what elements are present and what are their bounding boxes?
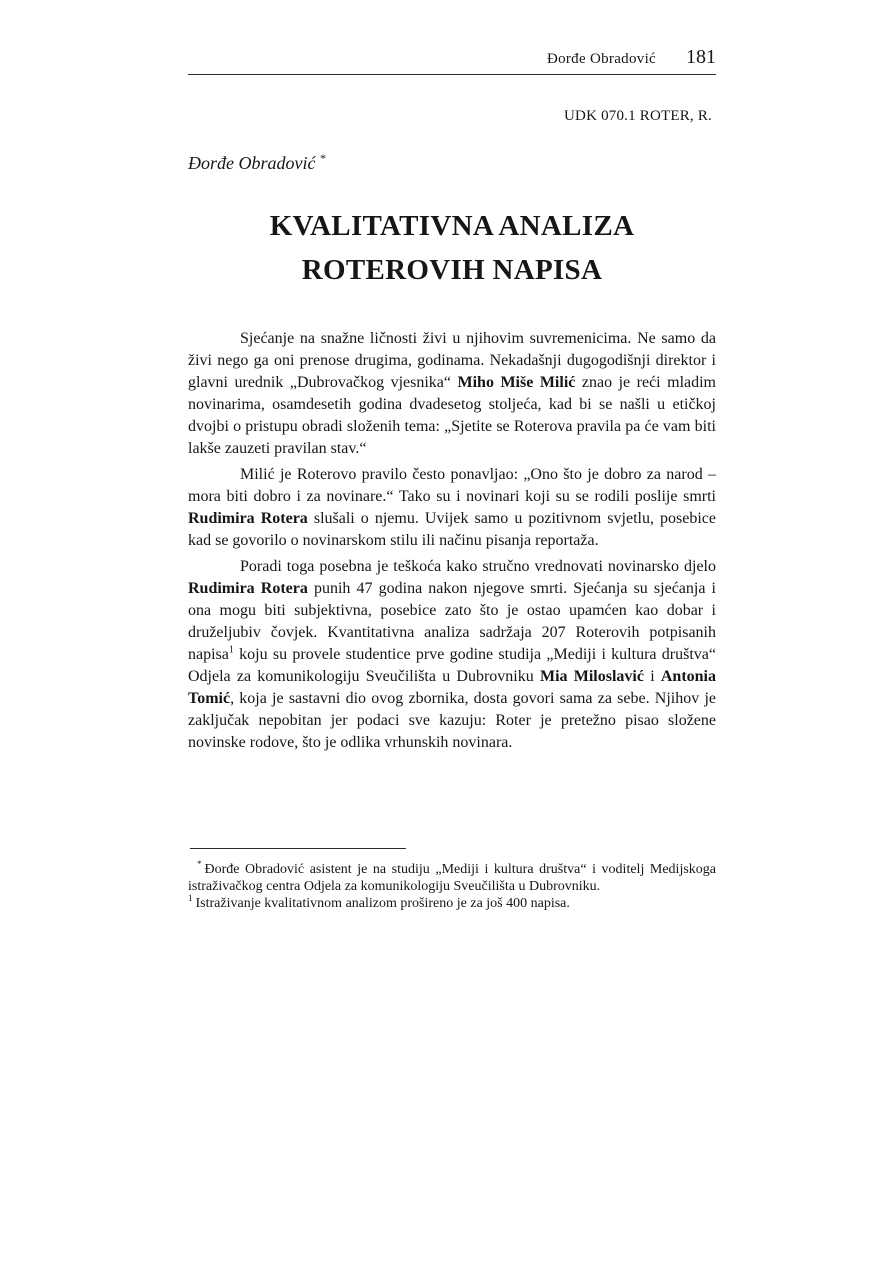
text-run: Sjećanje na snažne ličnosti živi u njihovim suvremenicima. Ne samo da živi nego ga oni prenose drugima, godinama. Nekadašnji dugogodišnji direktor i glavni urednik „Dubrovačkog vjesnika“ — [188, 330, 716, 391]
author-footnote-marker: * — [319, 151, 326, 165]
bold-text-run: Miho Miše Milić — [457, 374, 576, 391]
running-header-author: Đorđe Obradović — [546, 51, 656, 67]
footnotes — [188, 861, 716, 912]
footnote — [188, 895, 716, 912]
footnote-reference: 1 — [228, 644, 234, 656]
author-line — [188, 151, 325, 174]
footnote-text: Istraživanje kvalitativnom analizom prošireno je za još 400 napisa. — [195, 896, 570, 911]
bold-text-run: Rudimira Rotera — [188, 510, 308, 527]
bold-text-run: Rudimira Rotera — [188, 580, 308, 597]
text-run: Poradi toga posebna je teškoća kako stručno vrednovati novinarsko djelo — [240, 558, 716, 575]
author-name: Đorđe Obradović — [188, 153, 316, 173]
article-title — [188, 204, 716, 292]
text-run: punih 47 godina nakon njegove smrti. Sjećanja su sjećanja i ona mogu biti subjektivna, posebice zato što je ostao upamćen kao dobar i druželjubiv čovjek. Kvantitativna analiza sadržaja 207 Roterovih potpisanih napisa — [188, 580, 716, 663]
body-paragraphs — [188, 328, 716, 758]
footnote-marker: 1 — [188, 893, 193, 904]
article-title-line-1: KVALITATIVNA ANALIZA — [269, 210, 635, 242]
article-title-line-2: ROTEROVIH NAPISA — [301, 254, 603, 286]
paragraph — [188, 556, 716, 754]
text-run: slušali o njemu. Uvijek samo u pozitivnom svjetlu, posebice kad se govorilo o novinarskom stilu ili načinu pisanja reportaža. — [188, 510, 716, 549]
footnote — [188, 861, 716, 895]
header-rule — [188, 74, 716, 75]
text-run: znao je reći mladim novinarima, osamdesetih godina dvadesetog stoljeća, kad bi se našli u etičkoj dvojbi o pristupu obradi složenih tema: „Sjetite se Roterova pravila pa će vam biti lakše zauzeti pravilan stav.“ — [188, 374, 717, 457]
text-run: koju su provele studentice prve godine studija „Mediji i kultura društva“ Odjela za komunikologiju Sveučilišta u Dubrovniku — [188, 646, 716, 685]
footnote-separator — [190, 848, 406, 849]
running-header — [188, 46, 716, 69]
page-number: 181 — [686, 46, 716, 68]
paragraph — [188, 464, 716, 552]
text-run: , koja je sastavni dio ovog zbornika, dosta govori sama za sebe. Njihov je zaključak nepobitan jer podaci sve kazuju: Roter je pretežno pisao složene novinske rodove, što je odlika vrhunskih novinara. — [188, 690, 716, 751]
bold-text-run: Mia Miloslavić — [539, 668, 644, 685]
text-run: Milić je Roterovo pravilo često ponavljao: „Ono što je dobro za narod – mora biti dobro i za novinare.“ Tako su i novinari koji su se rodili poslije smrti — [188, 466, 716, 505]
footnote-marker: * — [197, 859, 202, 870]
bold-text-run: Antonia Tomić — [188, 668, 716, 707]
text-run: i — [643, 668, 661, 685]
udk-code: UDK 070.1 ROTER, R. — [564, 108, 712, 124]
footnote-text: Đorđe Obradović asistent je na studiju „Mediji i kultura društva“ i voditelj Medijskoga istraživačkog centra Odjela za komunikologiju Sveučilišta u Dubrovniku. — [188, 862, 716, 894]
paragraph — [188, 328, 716, 460]
